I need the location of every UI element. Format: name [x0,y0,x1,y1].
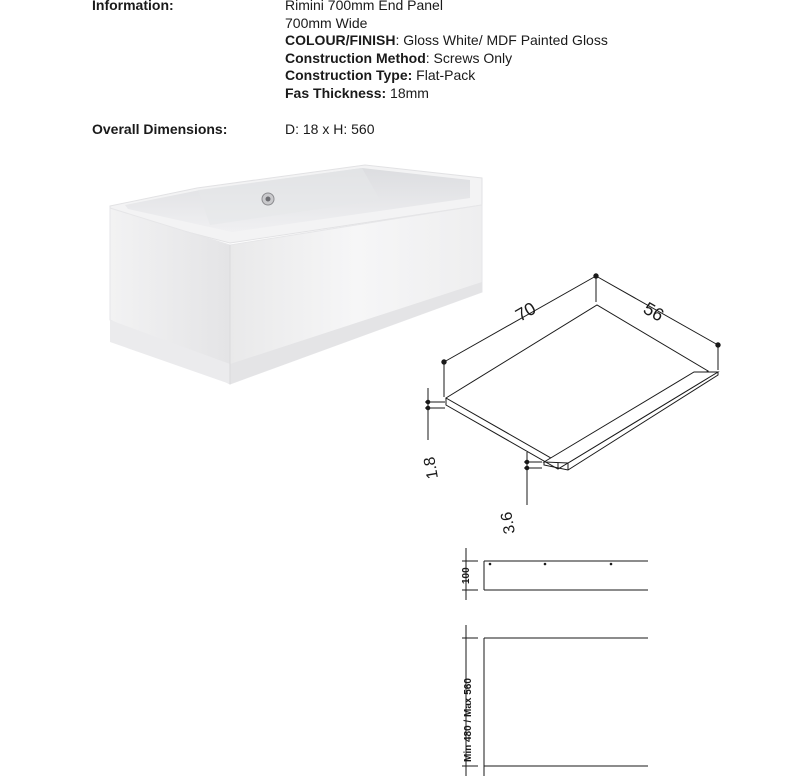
width-text: 700mm Wide [285,14,368,31]
thickness-label: Fas Thickness: [285,84,387,101]
construction-method-value: : Screws Only [425,49,513,66]
thickness-value: 18mm [386,84,429,101]
panel-height-label: Min 480 / Max 560 [463,678,474,762]
plinth-height-label: 100 [461,567,472,584]
thickness-dimension-label: 1.8 [421,455,442,481]
colour-finish-value: : Gloss White/ MDF Painted Gloss [395,32,608,48]
lower-dimension-label: 3.6 [498,510,519,536]
panel-height-elevation [462,625,648,776]
panel-diagram [425,274,720,505]
bath-photo [110,165,482,384]
information-label: Information: [92,0,174,13]
overall-dimensions-label: Overall Dimensions: [92,121,228,137]
colour-finish-label: COLOUR/FINISH [285,32,396,48]
depth-dimension-label: 56 [640,298,668,326]
construction-type-value: Flat-Pack [412,67,476,83]
plinth-elevation [462,548,648,600]
product-name: Rimini 700mm End Panel [285,0,443,13]
length-dimension-label: 70 [512,298,540,326]
construction-type-label: Construction Type: [285,67,413,83]
overall-dimensions-value: D: 18 x H: 560 [285,121,375,137]
construction-method-label: Construction Method [285,49,426,66]
